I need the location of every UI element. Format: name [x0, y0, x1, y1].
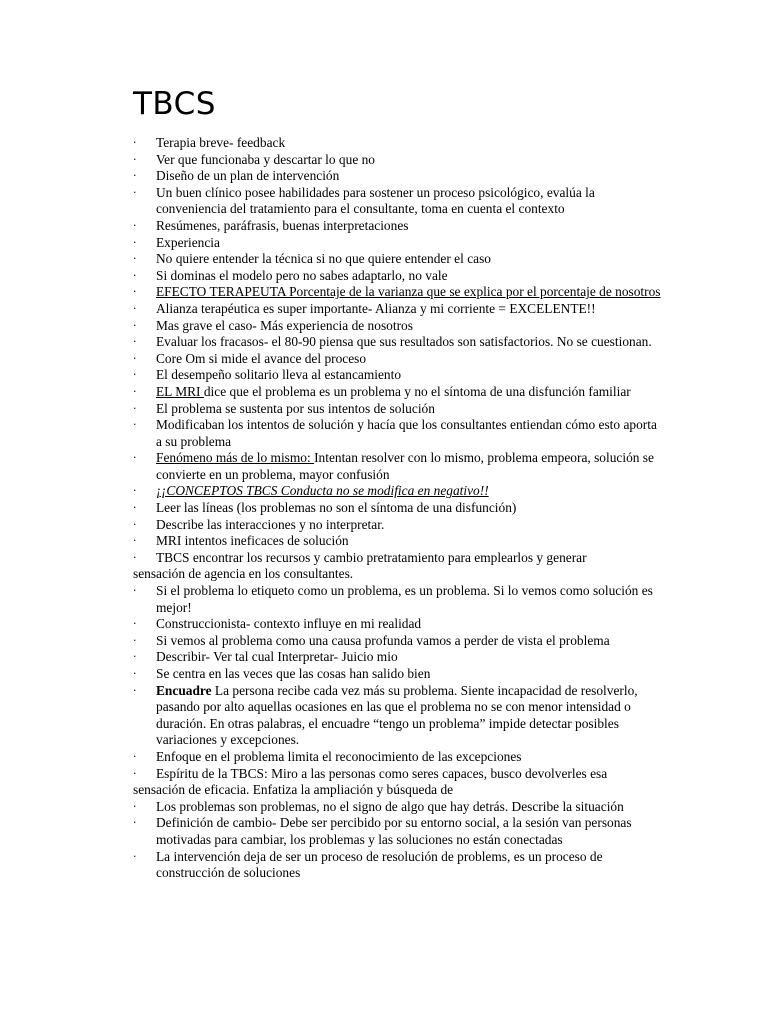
list-item: · Fenómeno más de lo mismo: Intentan resolver con lo mismo, problema empeora, solución se convierte en un problema, mayor confusión [133, 450, 654, 482]
list-item: · Experiencia [133, 234, 220, 250]
bullet-icon: · [133, 667, 137, 680]
bullet-icon: · [133, 136, 137, 149]
list-item: · Si el problema lo etiqueto como un problema, es un problema. Si lo vemos como solución es mejor! [133, 583, 653, 615]
bullet-list [133, 135, 663, 882]
bullet-icon: · [133, 799, 137, 813]
list-item: · Un buen clínico posee habilidades para sostener un proceso psicológico, evalúa la conveniencia del tratamiento para el consultante, toma en cuenta el contexto [133, 184, 595, 217]
list-item: · Enfoque en el problema limita el reconocimiento de las excepciones [133, 748, 522, 764]
list-item: · El problema se sustenta por sus intentos de solución [133, 400, 435, 416]
bullet-icon: · [133, 401, 137, 415]
bullet-icon: · [133, 816, 137, 830]
bullet-icon: · [133, 617, 137, 631]
document-title: TBCS [133, 86, 216, 122]
bullet-icon: · [133, 534, 137, 548]
list-item: · Mas grave el caso- Más experiencia de nosotros [133, 317, 413, 333]
list-item: · Modificaban los intentos de solución y hacía que los consultantes entiendan cómo esto aporta a su problema [133, 417, 657, 449]
bullet-icon: · [133, 185, 137, 199]
list-item: · La intervención deja de ser un proceso de resolución de problems, es un proceso de construcción de soluciones [133, 848, 603, 881]
list-item: · No quiere entender la técnica si no que quiere entender el caso [133, 251, 491, 267]
list-item: · Describir- Ver tal cual Interpretar- Juicio mio [133, 649, 398, 665]
bullet-icon: · [133, 633, 137, 647]
list-item: · Espíritu de la TBCS: Miro a las personas como seres capaces, busco devolverles esa sensación de eficacia. Enfatiza la ampliación y búsqueda de [133, 765, 608, 798]
list-item: · MRI intentos ineficaces de solución [133, 533, 349, 549]
bullet-icon: · [133, 218, 137, 232]
underlined-lead: EL MRI [156, 383, 204, 399]
bullet-icon: · [133, 650, 137, 664]
list-item: · Resúmenes, paráfrasis, buenas interpretaciones [133, 217, 409, 233]
list-item: · Los problemas son problemas, no el signo de algo que hay detrás. Describe la situación [133, 798, 624, 814]
bullet-icon: · [133, 550, 137, 564]
list-item [133, 483, 663, 500]
bullet-icon: · [133, 517, 137, 531]
list-item: · EL MRI dice que el problema es un problema y no el síntoma de una disfunción familiar [133, 383, 631, 399]
bullet-icon: · [133, 301, 137, 315]
list-item [133, 284, 663, 301]
list-item: · Core Om si mide el avance del proceso [133, 350, 367, 366]
list-item: · TBCS encontrar los recursos y cambio pretratamiento para emplearlos y generar sensación de agencia en los consultantes. [133, 549, 587, 582]
list-item: · Se centra en las veces que las cosas han salido bien [133, 666, 431, 681]
bullet-icon: · [133, 235, 137, 249]
bullet-icon: · [133, 152, 137, 166]
list-item: · Si dominas el modelo pero no sabes adaptarlo, no vale [133, 267, 448, 283]
bullet-icon: · [133, 252, 137, 266]
bullet-icon: · [133, 351, 137, 365]
list-item: · Alianza terapéutica es super importante- Alianza y mi corriente = EXCELENTE!! [133, 300, 596, 316]
list-item: · Si vemos al problema como una causa profunda vamos a perder de vista el problema [133, 632, 610, 648]
bullet-icon: · [133, 451, 137, 465]
list-item: · Leer las líneas (los problemas no son el síntoma de una disfunción) [133, 500, 517, 516]
list-item: · Describe las interacciones y no interpretar. [133, 516, 385, 532]
bullet-icon: · [133, 683, 137, 697]
list-item: · Terapia breve- feedback [133, 135, 286, 150]
underlined-lead: Fenómeno más de lo mismo: [156, 450, 315, 466]
list-item: · Evaluar los fracasos- el 80-90 piensa que sus resultados son satisfactorios. No se cuestionan. [133, 334, 652, 350]
underlined-heading: EFECTO TERAPEUTA Porcentaje de la varianza que se explica por el porcentaje de nosotros [156, 284, 661, 300]
bullet-icon: · [133, 501, 137, 515]
list-item: · Ver que funcionaba y descartar lo que no [133, 151, 375, 167]
bold-term: Encuadre [156, 682, 212, 698]
list-item: · Encuadre La persona recibe cada vez más su problema. Siente incapacidad de resolverlo, pasando por alto aquellas ocasiones en las que el problema no se con menor intensidad o duración. En otras palabras, el encuadre “tengo un problema” impide detectar posibles variaciones y excepciones. [133, 682, 638, 748]
bullet-icon: · [133, 418, 137, 432]
list-item: · Diseño de un plan de intervención [133, 168, 340, 184]
bullet-icon: · [133, 849, 137, 863]
bullet-icon: · [133, 368, 137, 382]
bullet-icon: · [133, 268, 137, 282]
list-item: · Definición de cambio- Debe ser percibido por su entorno social, a la sesión van personas motivadas para cambiar, los problemas y las soluciones no están conectadas [133, 815, 632, 847]
list-item: · Construccionista- contexto influye en mi realidad [133, 616, 422, 632]
bullet-icon: · [133, 285, 137, 299]
bullet-icon: · [133, 335, 137, 349]
bullet-icon: · [133, 169, 137, 183]
bullet-icon: · [133, 484, 137, 498]
bullet-icon: · [133, 749, 137, 763]
bullet-icon: · [133, 318, 137, 332]
bullet-icon: · [133, 766, 137, 780]
italic-underlined-heading: ¡¡CONCEPTOS TBCS Conducta no se modifica en negativo!! [156, 483, 489, 499]
bullet-icon: · [133, 584, 137, 598]
list-item: · El desempeño solitario lleva al estancamiento [133, 367, 402, 383]
bullet-icon: · [133, 384, 137, 398]
